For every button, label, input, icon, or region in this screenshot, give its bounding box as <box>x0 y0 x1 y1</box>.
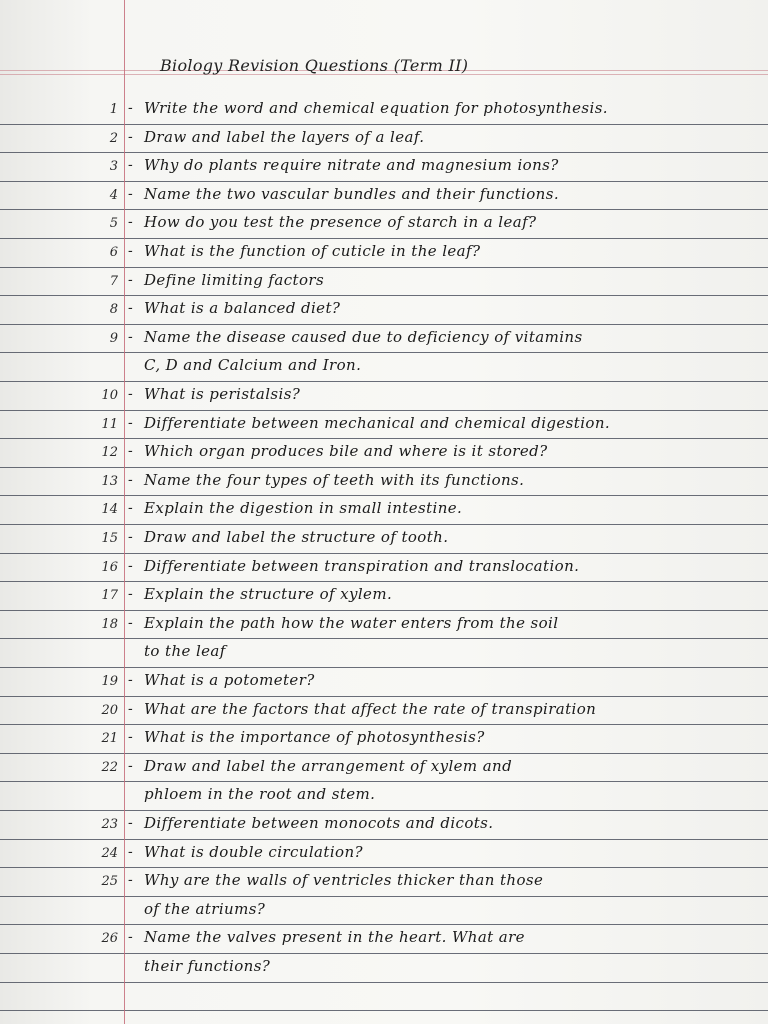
bullet-dash: - <box>128 614 133 631</box>
question-number: 15 <box>101 531 118 546</box>
question-number: 16 <box>101 559 118 575</box>
question-text: Name the two vascular bundles and their functions. <box>144 184 559 203</box>
bullet-dash: - <box>128 100 133 116</box>
ruled-line <box>0 867 768 868</box>
ruled-line <box>0 581 768 582</box>
ruled-line <box>0 953 768 954</box>
question-number: 1 <box>109 102 118 117</box>
bullet-dash: - <box>128 557 133 574</box>
bullet-dash: - <box>128 185 133 202</box>
ruled-line <box>0 152 768 153</box>
page-title: Biology Revision Questions (Term II) <box>160 56 469 75</box>
ruled-line <box>0 124 768 125</box>
bullet-dash: - <box>128 271 133 288</box>
ruled-line <box>0 924 768 925</box>
ruled-line <box>0 696 768 697</box>
question-text: What is the function of cuticle in the leaf? <box>144 242 481 260</box>
question-text: to the leaf <box>144 642 226 661</box>
question-text: Explain the path how the water enters from the soil <box>144 613 559 632</box>
question-number: 11 <box>101 416 118 432</box>
bullet-dash: - <box>128 128 133 145</box>
ruled-line <box>0 209 768 210</box>
bullet-dash: - <box>128 672 133 688</box>
bullet-dash: - <box>128 243 133 259</box>
question-number: 23 <box>101 817 118 832</box>
question-number: 8 <box>109 302 118 318</box>
question-text: Draw and label the structure of tooth. <box>144 528 449 546</box>
question-number: 2 <box>109 130 118 146</box>
question-text: Name the four types of teeth with its functions. <box>144 470 525 489</box>
ruled-line <box>0 753 768 754</box>
ruled-line <box>0 667 768 668</box>
ruled-line <box>0 810 768 811</box>
question-text: What is peristalsis? <box>144 385 301 403</box>
question-text: What is a potometer? <box>144 671 315 689</box>
ruled-line <box>0 238 768 239</box>
ruled-line <box>0 781 768 782</box>
question-text: Why do plants require nitrate and magnesium ions? <box>144 156 559 175</box>
question-text: What is double circulation? <box>144 842 363 861</box>
question-number: 17 <box>101 588 118 604</box>
question-number: 3 <box>109 159 118 175</box>
question-text: How do you test the presence of starch in a leaf? <box>144 213 537 232</box>
bullet-dash: - <box>128 529 133 545</box>
question-text: Explain the structure of xylem. <box>144 585 393 604</box>
bullet-dash: - <box>128 757 133 774</box>
ruled-line <box>0 839 768 840</box>
ruled-line <box>0 267 768 268</box>
question-text: Differentiate between monocots and dicots. <box>144 814 494 832</box>
ruled-line <box>0 295 768 296</box>
question-text: Differentiate between transpiration and translocation. <box>144 556 580 575</box>
question-number: 19 <box>101 674 118 689</box>
ruled-line <box>0 553 768 554</box>
ruled-line <box>0 524 768 525</box>
ruled-line <box>0 610 768 611</box>
bullet-dash: - <box>128 414 133 431</box>
question-text: Draw and label the layers of a leaf. <box>144 127 425 146</box>
bullet-dash: - <box>128 729 133 746</box>
bullet-dash: - <box>128 700 133 717</box>
ruled-line <box>0 324 768 325</box>
question-text: What is a balanced diet? <box>144 299 341 318</box>
ruled-line <box>0 1010 768 1011</box>
ruled-line <box>0 181 768 182</box>
question-number: 18 <box>101 616 118 632</box>
ruled-line <box>0 982 768 983</box>
ruled-line <box>0 381 768 382</box>
bullet-dash: - <box>128 500 133 517</box>
ruled-line <box>0 638 768 639</box>
margin-line <box>124 0 125 1024</box>
question-text: C, D and Calcium and Iron. <box>144 356 362 375</box>
question-number: 5 <box>109 216 118 232</box>
question-text: Name the disease caused due to deficiency of vitamins <box>144 327 583 346</box>
bullet-dash: - <box>128 328 133 345</box>
bullet-dash: - <box>128 443 133 460</box>
question-text: Differentiate between mechanical and chemical digestion. <box>144 413 611 432</box>
question-number: 13 <box>101 473 118 489</box>
ruled-line <box>0 467 768 468</box>
question-number: 4 <box>109 187 118 203</box>
ruled-line <box>0 410 768 411</box>
question-text: Explain the digestion in small intestine. <box>144 499 463 518</box>
question-number: 7 <box>109 273 118 289</box>
question-text: their functions? <box>144 956 271 975</box>
question-text: of the atriums? <box>144 899 266 918</box>
bullet-dash: - <box>128 300 133 317</box>
ruled-line <box>0 438 768 439</box>
bullet-dash: - <box>128 471 133 488</box>
question-number: 6 <box>109 245 118 260</box>
bullet-dash: - <box>128 586 133 603</box>
ruled-line <box>0 724 768 725</box>
bullet-dash: - <box>128 157 133 174</box>
bullet-dash: - <box>128 929 133 946</box>
question-text: Name the valves present in the heart. What are <box>144 928 525 947</box>
question-number: 24 <box>101 845 118 861</box>
ruled-line <box>0 495 768 496</box>
bullet-dash: - <box>128 872 133 889</box>
question-number: 14 <box>101 502 118 518</box>
question-number: 22 <box>101 759 118 775</box>
question-number: 20 <box>101 702 118 718</box>
question-text: Write the word and chemical equation for photosynthesis. <box>144 99 608 117</box>
bullet-dash: - <box>128 386 133 402</box>
question-text: Which organ produces bile and where is it stored? <box>144 442 548 461</box>
ruled-line <box>0 352 768 353</box>
question-number: 25 <box>101 874 118 890</box>
bullet-dash: - <box>128 815 133 831</box>
question-text: Draw and label the arrangement of xylem and <box>144 756 513 775</box>
question-number: 12 <box>101 445 118 461</box>
question-text: What is the importance of photosynthesis? <box>144 728 485 747</box>
question-text: phloem in the root and stem. <box>144 785 376 804</box>
bullet-dash: - <box>128 214 133 231</box>
question-number: 10 <box>101 388 118 403</box>
question-text: Define limiting factors <box>144 270 325 289</box>
ruled-line <box>0 896 768 897</box>
question-number: 26 <box>101 931 118 947</box>
question-text: What are the factors that affect the rate of transpiration <box>144 699 597 718</box>
question-number: 9 <box>109 330 118 346</box>
bullet-dash: - <box>128 843 133 860</box>
question-number: 21 <box>101 731 118 747</box>
question-text: Why are the walls of ventricles thicker than those <box>144 871 544 890</box>
